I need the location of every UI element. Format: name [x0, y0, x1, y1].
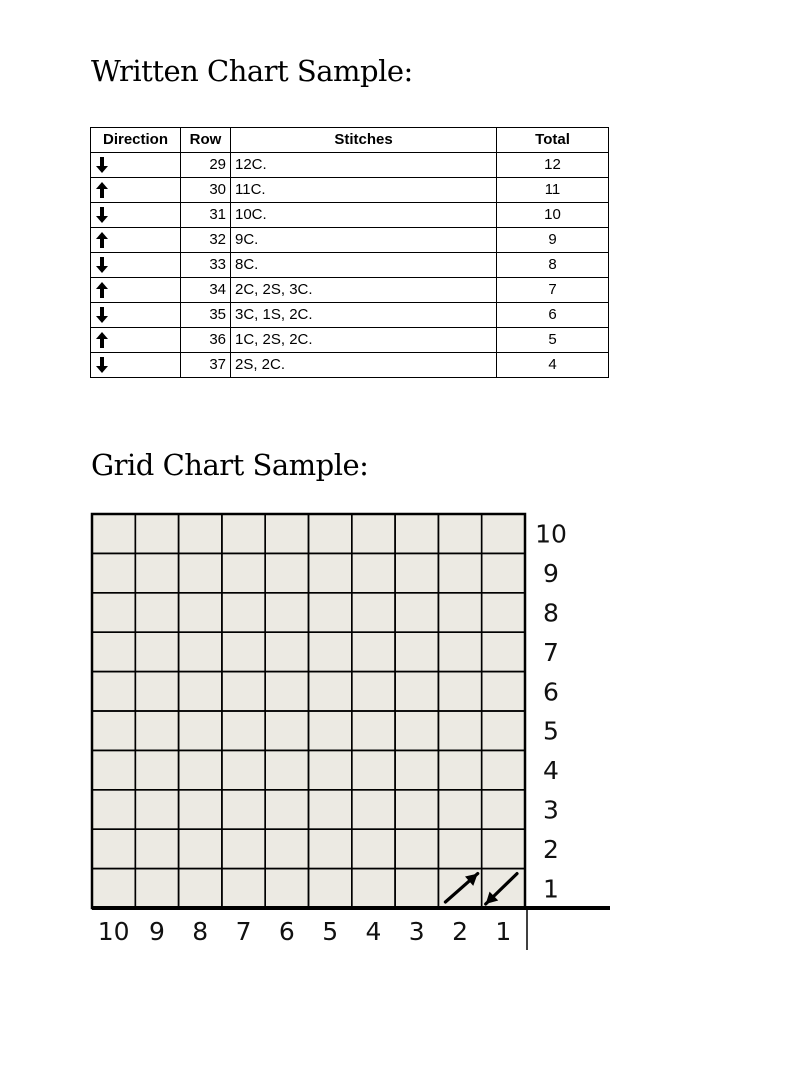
row-number-cell: 37 — [181, 353, 231, 378]
row-number-cell: 36 — [181, 328, 231, 353]
row-number-cell: 35 — [181, 303, 231, 328]
header-total: Total — [497, 128, 609, 153]
header-direction: Direction — [91, 128, 181, 153]
header-stitches: Stitches — [231, 128, 497, 153]
row-label: 6 — [543, 677, 559, 707]
stitches-cell: 11C. — [231, 178, 497, 203]
total-cell: 9 — [497, 228, 609, 253]
row-label: 7 — [543, 637, 559, 667]
total-cell: 10 — [497, 203, 609, 228]
row-label: 3 — [543, 795, 559, 825]
row-number-cell: 29 — [181, 153, 231, 178]
stitches-cell: 3C, 1S, 2C. — [231, 303, 497, 328]
row-label: 1 — [543, 874, 559, 904]
column-label: 8 — [192, 917, 209, 946]
total-cell: 11 — [497, 178, 609, 203]
row-number-cell: 32 — [181, 228, 231, 253]
row-label: 2 — [543, 834, 559, 864]
column-label: 1 — [495, 917, 512, 946]
total-cell: 12 — [497, 153, 609, 178]
stitches-cell: 10C. — [231, 203, 497, 228]
row-label: 9 — [543, 559, 559, 589]
total-cell: 8 — [497, 253, 609, 278]
row-label: 10 — [535, 519, 567, 549]
total-cell: 4 — [497, 353, 609, 378]
column-label: 6 — [278, 917, 295, 946]
stitches-cell: 2S, 2C. — [231, 353, 497, 378]
grid-chart-title: Grid Chart Sample: — [91, 448, 369, 482]
row-number-cell: 33 — [181, 253, 231, 278]
row-label: 5 — [543, 716, 559, 746]
column-label: 9 — [148, 917, 165, 946]
row-label: 4 — [543, 756, 559, 786]
column-label: 3 — [408, 917, 425, 946]
total-cell: 7 — [497, 278, 609, 303]
row-number-cell: 34 — [181, 278, 231, 303]
stitches-cell: 12C. — [231, 153, 497, 178]
stitches-cell: 8C. — [231, 253, 497, 278]
stitches-cell: 2C, 2S, 3C. — [231, 278, 497, 303]
column-label: 4 — [365, 917, 382, 946]
row-label: 8 — [543, 598, 559, 628]
row-number-cell: 30 — [181, 178, 231, 203]
written-chart-title: Written Chart Sample: — [91, 54, 413, 88]
total-cell: 6 — [497, 303, 609, 328]
column-label: 10 — [97, 917, 130, 946]
total-cell: 5 — [497, 328, 609, 353]
header-row: Row — [181, 128, 231, 153]
column-label: 2 — [452, 917, 469, 946]
column-label: 7 — [235, 917, 252, 946]
stitches-cell: 1C, 2S, 2C. — [231, 328, 497, 353]
stitches-cell: 9C. — [231, 228, 497, 253]
row-number-cell: 31 — [181, 203, 231, 228]
column-label: 5 — [322, 917, 339, 946]
